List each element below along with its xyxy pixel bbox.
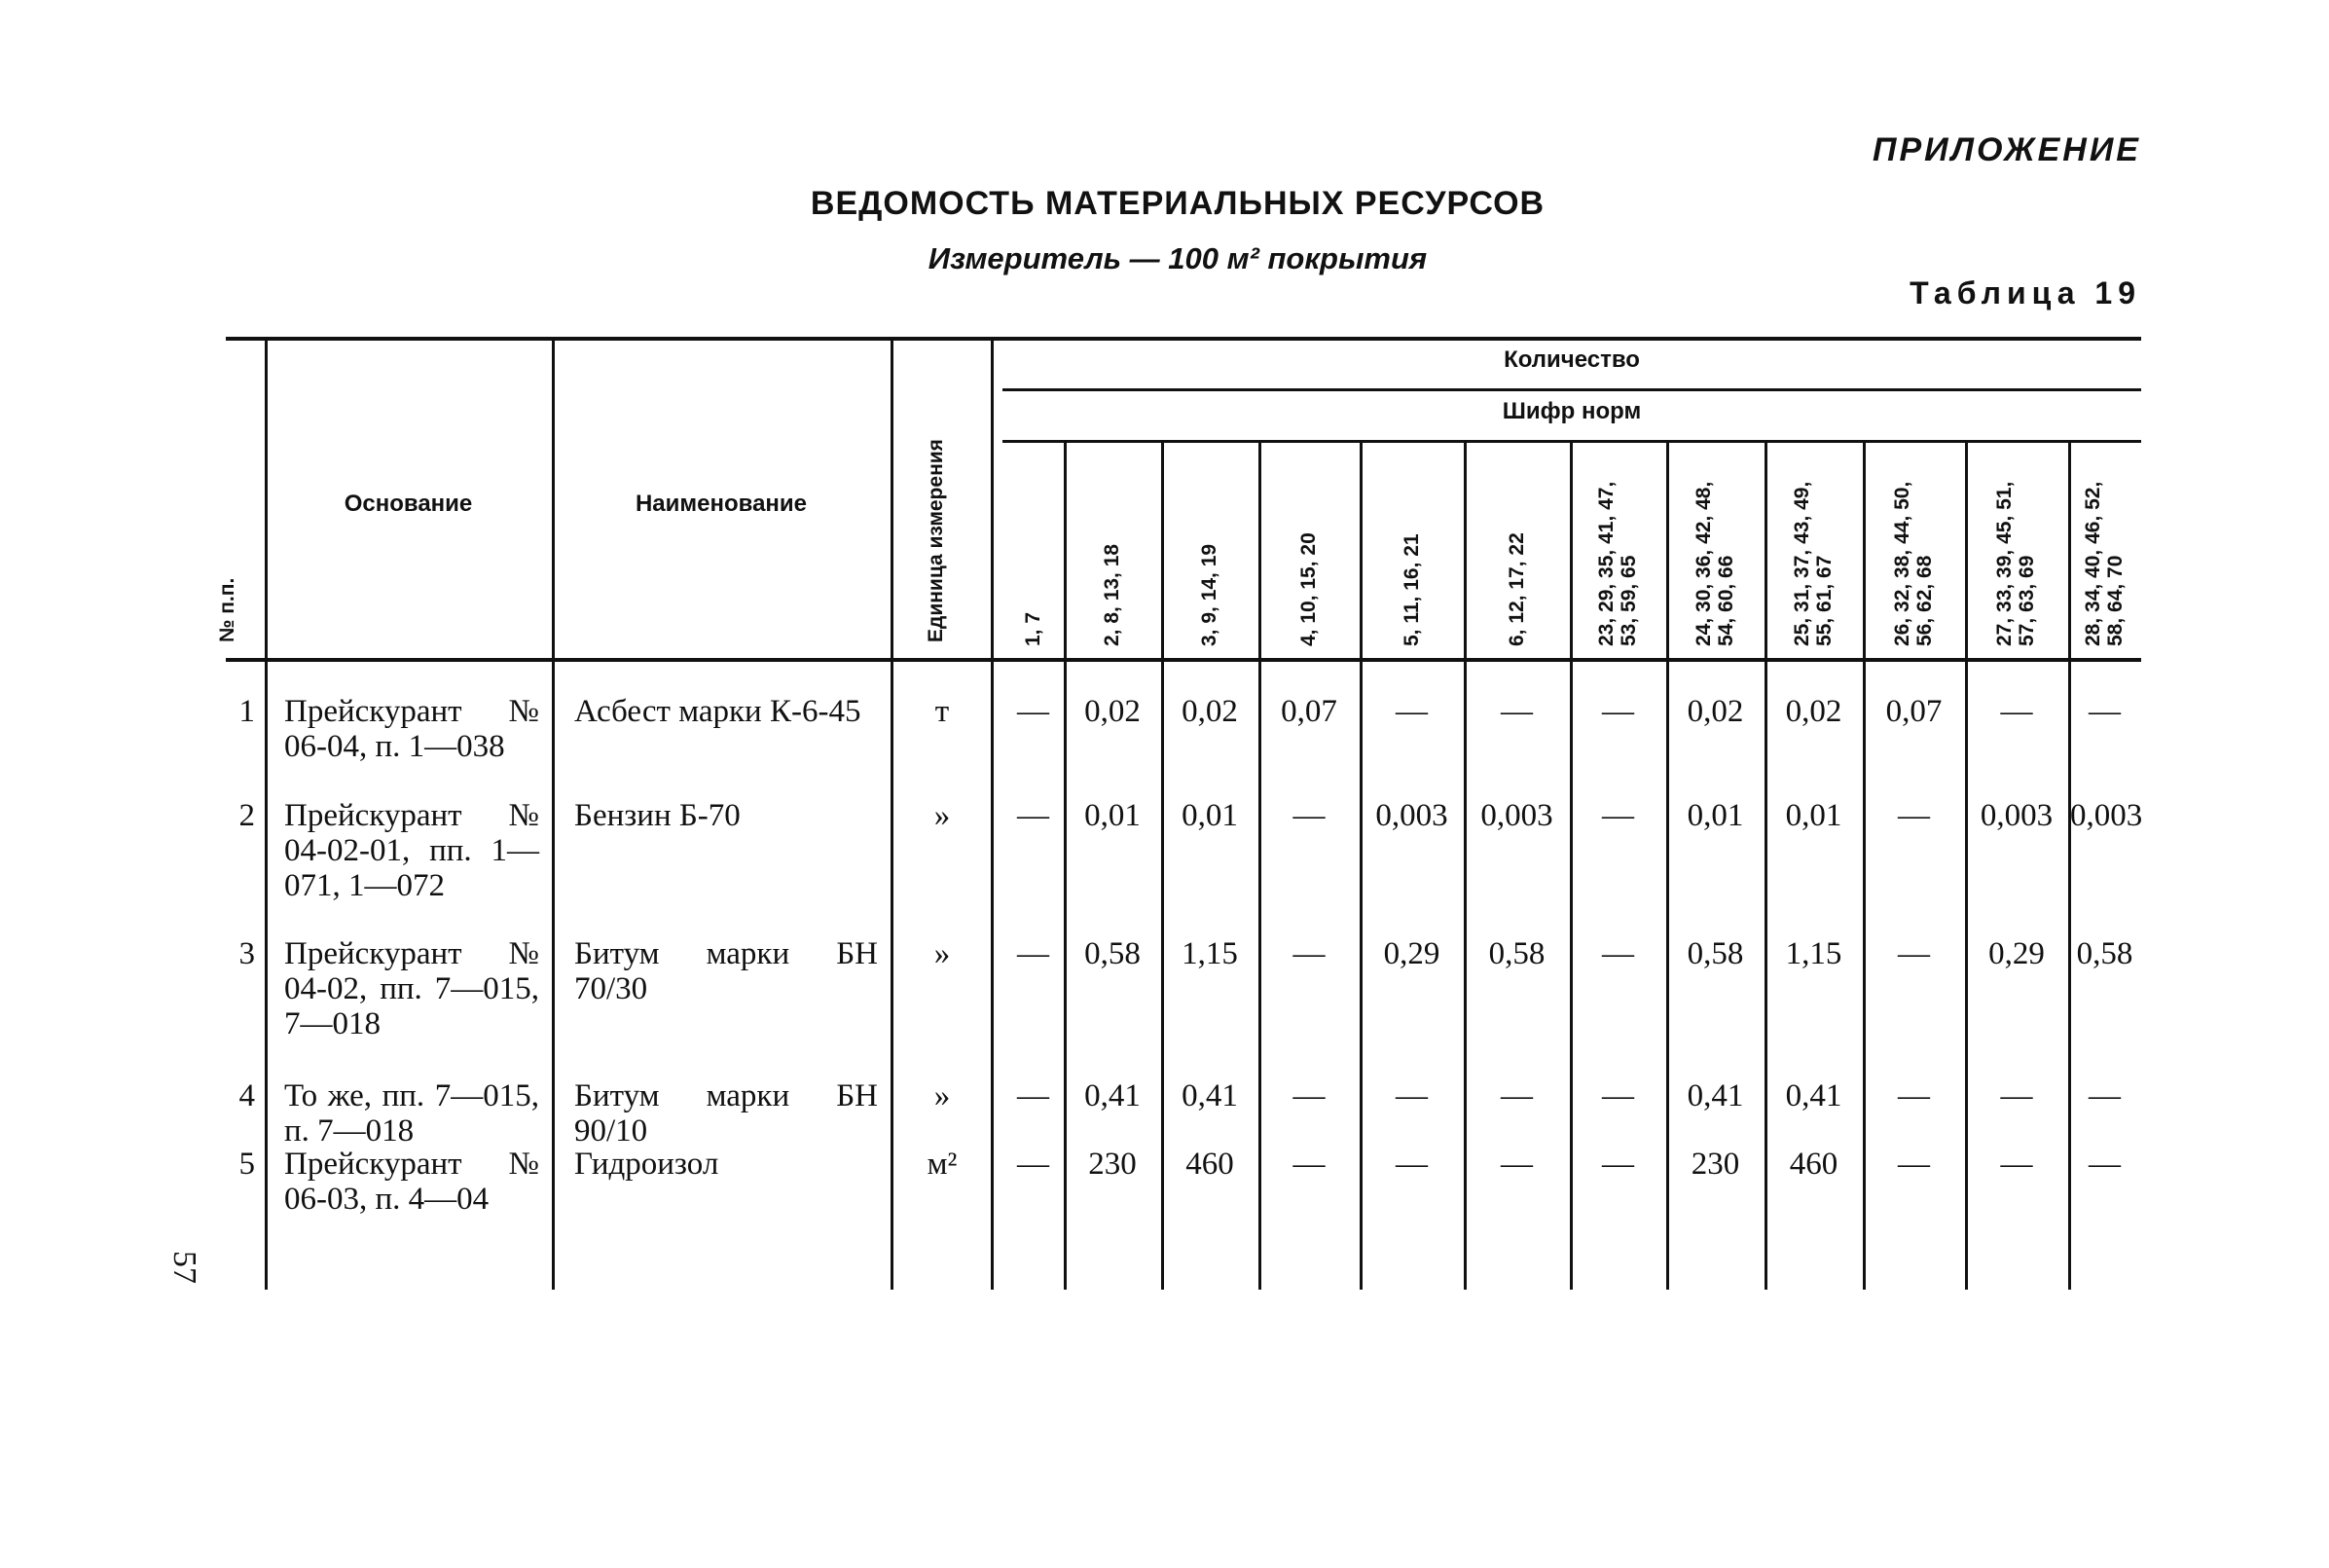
row-value: —	[2000, 1147, 2033, 1182]
row-unit: »	[933, 798, 951, 833]
code-column-header: 2, 8, 13, 18	[1101, 543, 1123, 646]
row-basis: Прейскурант № 06-04, п. 1—038	[284, 694, 539, 764]
row-basis: Прейскурант № 04-02-01, пп. 1—071, 1—072	[284, 798, 539, 903]
appendix-label: ПРИЛОЖЕНИЕ	[1873, 131, 2141, 168]
row-value: 0,02	[1084, 694, 1141, 729]
page-number: 57	[166, 1251, 202, 1284]
row-value: —	[1898, 798, 1930, 833]
row-unit: »	[933, 936, 951, 971]
row-value: 0,29	[1988, 936, 2045, 971]
row-name: Гидроизол	[574, 1147, 719, 1182]
code-column-header: 25, 31, 37, 43, 49, 55, 61, 67	[1790, 481, 1836, 646]
header-basis: Основание	[344, 491, 473, 517]
row-value: —	[1017, 798, 1049, 833]
row-value: —	[1017, 1078, 1049, 1113]
header-bottom-rule	[226, 658, 2141, 662]
row-value: 0,003	[1480, 798, 1553, 833]
row-value: —	[2089, 694, 2121, 729]
row-value: —	[1602, 798, 1634, 833]
code-column-header: 5, 11, 16, 21	[1400, 533, 1423, 646]
row-value: 0,58	[1084, 936, 1141, 971]
row-value: 0,58	[1488, 936, 1546, 971]
row-value: 230	[1088, 1147, 1137, 1182]
row-value: —	[2089, 1147, 2121, 1182]
row-unit: м²	[927, 1147, 958, 1182]
row-value: 0,41	[1084, 1078, 1141, 1113]
code-column-header: 24, 30, 36, 42, 48, 54, 60, 66	[1692, 481, 1737, 646]
code-column-header: 6, 12, 17, 22	[1505, 532, 1528, 646]
table-number: Таблица 19	[1910, 275, 2141, 310]
row-value: 0,41	[1182, 1078, 1238, 1113]
column-divider	[991, 341, 994, 1290]
row-value: —	[1602, 1078, 1634, 1113]
row-number: 5	[238, 1147, 255, 1182]
row-value: 0,07	[1885, 694, 1943, 729]
row-value: 0,41	[1687, 1078, 1744, 1113]
row-value: 0,02	[1785, 694, 1842, 729]
row-value: —	[1898, 936, 1930, 971]
header-unit: Единица измерения	[925, 439, 947, 642]
code-column-header: 26, 32, 38, 44, 50, 56, 62, 68	[1890, 481, 1936, 646]
row-basis: То же, пп. 7—015, п. 7—018	[284, 1078, 539, 1149]
row-value: —	[1292, 1147, 1326, 1182]
row-value: —	[1602, 694, 1634, 729]
row-value: —	[1292, 798, 1326, 833]
row-value: —	[1602, 936, 1634, 971]
row-value: —	[1396, 1078, 1428, 1113]
row-value: —	[1017, 694, 1049, 729]
row-value: —	[1017, 1147, 1049, 1182]
row-value: —	[2000, 694, 2033, 729]
row-value: —	[2089, 1078, 2121, 1113]
header-codes: Шифр норм	[1502, 398, 1642, 424]
row-unit: »	[933, 1078, 951, 1113]
row-value: 1,15	[1182, 936, 1238, 971]
row-value: —	[1501, 694, 1533, 729]
row-value: —	[1898, 1078, 1930, 1113]
code-column-header: 4, 10, 15, 20	[1297, 532, 1320, 646]
row-value: 0,58	[2076, 936, 2133, 971]
row-value: 0,01	[1687, 798, 1744, 833]
quantity-rule	[1002, 388, 2141, 391]
row-number: 2	[238, 798, 255, 833]
row-value: —	[1292, 1078, 1326, 1113]
row-value: —	[1898, 1147, 1930, 1182]
code-column-header: 3, 9, 14, 19	[1198, 543, 1220, 646]
row-value: —	[1017, 936, 1049, 971]
row-value: 460	[1185, 1147, 1234, 1182]
header-name: Наименование	[635, 491, 808, 517]
code-column-header: 28, 34, 40, 46, 52, 58, 64, 70	[2081, 481, 2127, 646]
row-name: Асбест марки К-6-45	[574, 694, 861, 729]
table-top-rule	[226, 337, 2141, 341]
row-value: 0,003	[1980, 798, 2054, 833]
row-value: 0,29	[1383, 936, 1440, 971]
row-value: —	[1501, 1078, 1533, 1113]
row-value: —	[1396, 694, 1428, 729]
column-divider	[552, 341, 555, 1290]
row-name: Битум марки БН 90/10	[574, 1078, 878, 1149]
row-value: 0,58	[1687, 936, 1744, 971]
row-value: —	[1501, 1147, 1533, 1182]
row-value: 1,15	[1785, 936, 1842, 971]
row-value: 0,02	[1687, 694, 1744, 729]
code-column-header: 1, 7	[1021, 611, 1044, 646]
row-value: —	[2000, 1078, 2033, 1113]
row-value: 460	[1789, 1147, 1838, 1182]
row-value: 0,003	[2070, 798, 2143, 833]
row-value: 0,01	[1785, 798, 1842, 833]
row-name: Битум марки БН 70/30	[574, 936, 878, 1006]
column-divider	[265, 341, 268, 1290]
code-column-header: 27, 33, 39, 45, 51, 57, 63, 69	[1993, 481, 2038, 646]
row-basis: Прейскурант № 04-02, пп. 7—015, 7—018	[284, 936, 539, 1041]
row-value: —	[1292, 936, 1326, 971]
row-value: 0,07	[1281, 694, 1337, 729]
document-subtitle: Измеритель — 100 м² покрытия	[928, 241, 1428, 275]
row-value: —	[1602, 1147, 1634, 1182]
row-value: 0,01	[1182, 798, 1238, 833]
row-name: Бензин Б-70	[574, 798, 741, 833]
header-quantity: Количество	[1504, 346, 1640, 373]
document-title: ВЕДОМОСТЬ МАТЕРИАЛЬНЫХ РЕСУРСОВ	[810, 185, 1546, 222]
row-value: 0,003	[1375, 798, 1448, 833]
row-number: 3	[238, 936, 255, 971]
row-basis: Прейскурант № 06-03, п. 4—04	[284, 1147, 539, 1217]
header-no: № п.п.	[216, 577, 238, 642]
row-value: 0,41	[1785, 1078, 1842, 1113]
row-unit: т	[934, 694, 950, 729]
row-value: 0,01	[1084, 798, 1141, 833]
row-number: 4	[238, 1078, 255, 1113]
code-column-header: 23, 29, 35, 41, 47, 53, 59, 65	[1594, 481, 1640, 646]
row-value: —	[1396, 1147, 1428, 1182]
row-value: 230	[1691, 1147, 1740, 1182]
row-number: 1	[238, 694, 255, 729]
row-value: 0,02	[1182, 694, 1238, 729]
